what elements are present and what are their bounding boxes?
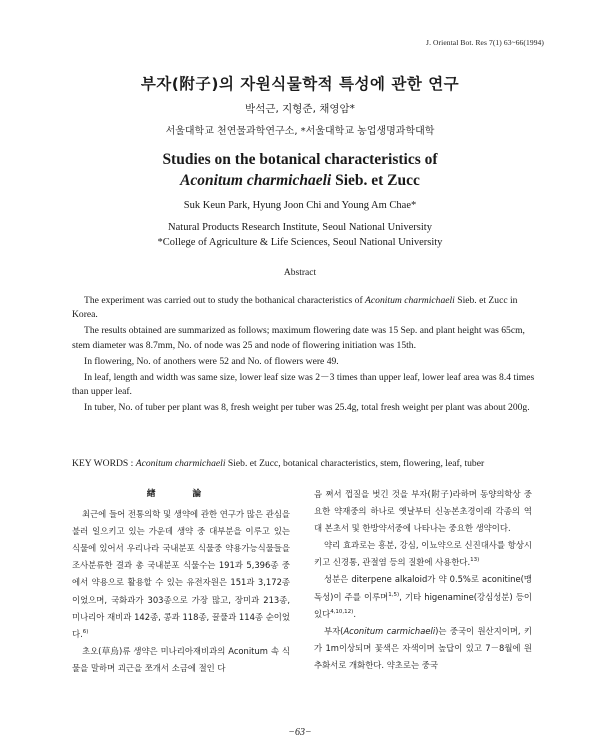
body-paragraph <box>72 506 290 643</box>
abstract-text: Sieb. et Zucc in Korea. <box>72 295 518 321</box>
abstract-paragraph: In tuber, No. of tuber per plant was 8, fresh weight per tuber was 25.4g, total fresh weight per plant was about 200g. <box>84 402 530 414</box>
keywords-species: Aconitum charmichaeli <box>135 458 226 469</box>
abstract-heading: Abstract <box>283 268 317 278</box>
keywords <box>72 457 542 470</box>
abstract-species: Aconitum charmichaeli <box>365 295 455 306</box>
korean-authors: 박석근, 지형준, 채영암* <box>245 103 355 115</box>
body-paragraph <box>314 537 532 571</box>
citation: 13) <box>470 557 480 564</box>
body-column-right <box>314 486 532 674</box>
section-heading: 緖 論 <box>146 489 216 499</box>
body-text: . <box>353 608 356 619</box>
english-title-line2 <box>0 172 600 190</box>
citation: 1,5) <box>388 591 400 598</box>
body-paragraph: 음 쪄서 껍질을 벗긴 것을 부자(附子)라하며 동양의학상 중요한 약재중의 하나로 옛날부터 신농본초경이래 각종의 역대 본초서 및 한방약서중에 나타나는 중요한 생약이다. <box>314 489 532 534</box>
body-paragraph: 초오(草烏)류 생약은 미나리아재비과의 Aconitum 속 식물을 말하며 괴근을 쪼개서 소금에 절인 다 <box>72 645 290 673</box>
korean-title: 부자(附子)의 자원식물학적 특성에 관한 연구 <box>140 75 460 93</box>
body-text: 부자( <box>324 625 344 636</box>
citation: 6) <box>82 628 89 635</box>
body-text: , 기타 higenamine(강심성분) 등이 있다 <box>314 591 532 619</box>
page-number: −63− <box>288 727 312 738</box>
english-authors: Suk Keun Park, Hyung Joon Chi and Young Am Chae* <box>183 200 417 211</box>
english-title-line1: Studies on the botanical characteristics of <box>162 151 438 168</box>
species-authority: Sieb. et Zucc <box>331 172 420 189</box>
body-paragraph <box>314 623 532 674</box>
abstract-text: The experiment was carried out to study the bothanical characteristics of <box>84 295 366 306</box>
abstract-paragraph: In flowering, No. of anothers were 52 and No. of flowers were 49. <box>84 355 339 367</box>
body-text: )는 중국이 원산지이며, 키가 1m이상되며 꽃색은 자색이며 높답이 있고 7－8월에 원추화서로 개화한다. 약초로는 중국 <box>314 625 532 670</box>
body-text: 최근에 들어 전통의학 및 생약에 관한 연구가 많은 관심을 불러 일으키고 있는 가운데 생약 중 대부분을 이루고 있는 식물에 있어서 우리나라 국내분포 식물중 약용가능식물들을 조사분류한 결과 총 국내분포 식물수는 191과 5,396종 중에서 약용으로 활용할 수 있는 유전자원은 151과 3,172종이었으며, 국화과가 303종으로 가장 많고, 장미과 213종, 미나리아 재비과 142종, 콩과 118종, 꿀풀과 114종 순이었다. <box>72 509 290 639</box>
body-text: 성분은 diterpene alkaloid가 약 0.5%로 aconitine(맹독성)이 주를 이루며 <box>314 574 532 602</box>
citation: 4,10,12) <box>330 608 354 615</box>
species-name: Aconitum carmichaeli <box>343 625 436 636</box>
abstract-paragraph: The results obtained are summarized as follows; maximum flowering date was 15 Sep. and plant height was 65cm, stem diameter was 8.7mm, No. of node was 25 and node of flowering initiation was 15th. <box>72 325 525 351</box>
keywords-list: Sieb. et Zucc, botanical characteristics, stem, flowering, leaf, tuber <box>225 458 485 469</box>
keywords-label: KEY WORDS : <box>72 458 136 469</box>
body-column-left <box>72 486 290 677</box>
species-name: Aconitum charmichaeli <box>180 172 332 189</box>
body-paragraph <box>314 571 532 622</box>
english-affiliation-1: Natural Products Research Institute, Seoul National University <box>168 222 432 233</box>
abstract-paragraph <box>72 294 538 322</box>
journal-reference: J. Oriental Bot. Res 7(1) 63~66(1994) <box>426 38 544 47</box>
body-text: 약리 효과로는 흥분, 강심, 이뇨약으로 신진대사를 항상시키고 신경통, 관절염 등의 질환에 사용한다. <box>314 540 532 568</box>
english-affiliation-2: *College of Agriculture & Life Sciences, Seoul National University <box>157 237 443 248</box>
korean-affiliation: 서울대학교 천연물과학연구소, *서울대학교 농업생명과학대학 <box>165 126 435 137</box>
abstract-paragraph: In leaf, length and width was same size, lower leaf size was 2－3 times than upper leaf, lower leaf area was 8.4 times than upper leaf. <box>72 372 535 398</box>
abstract-body <box>72 294 538 418</box>
